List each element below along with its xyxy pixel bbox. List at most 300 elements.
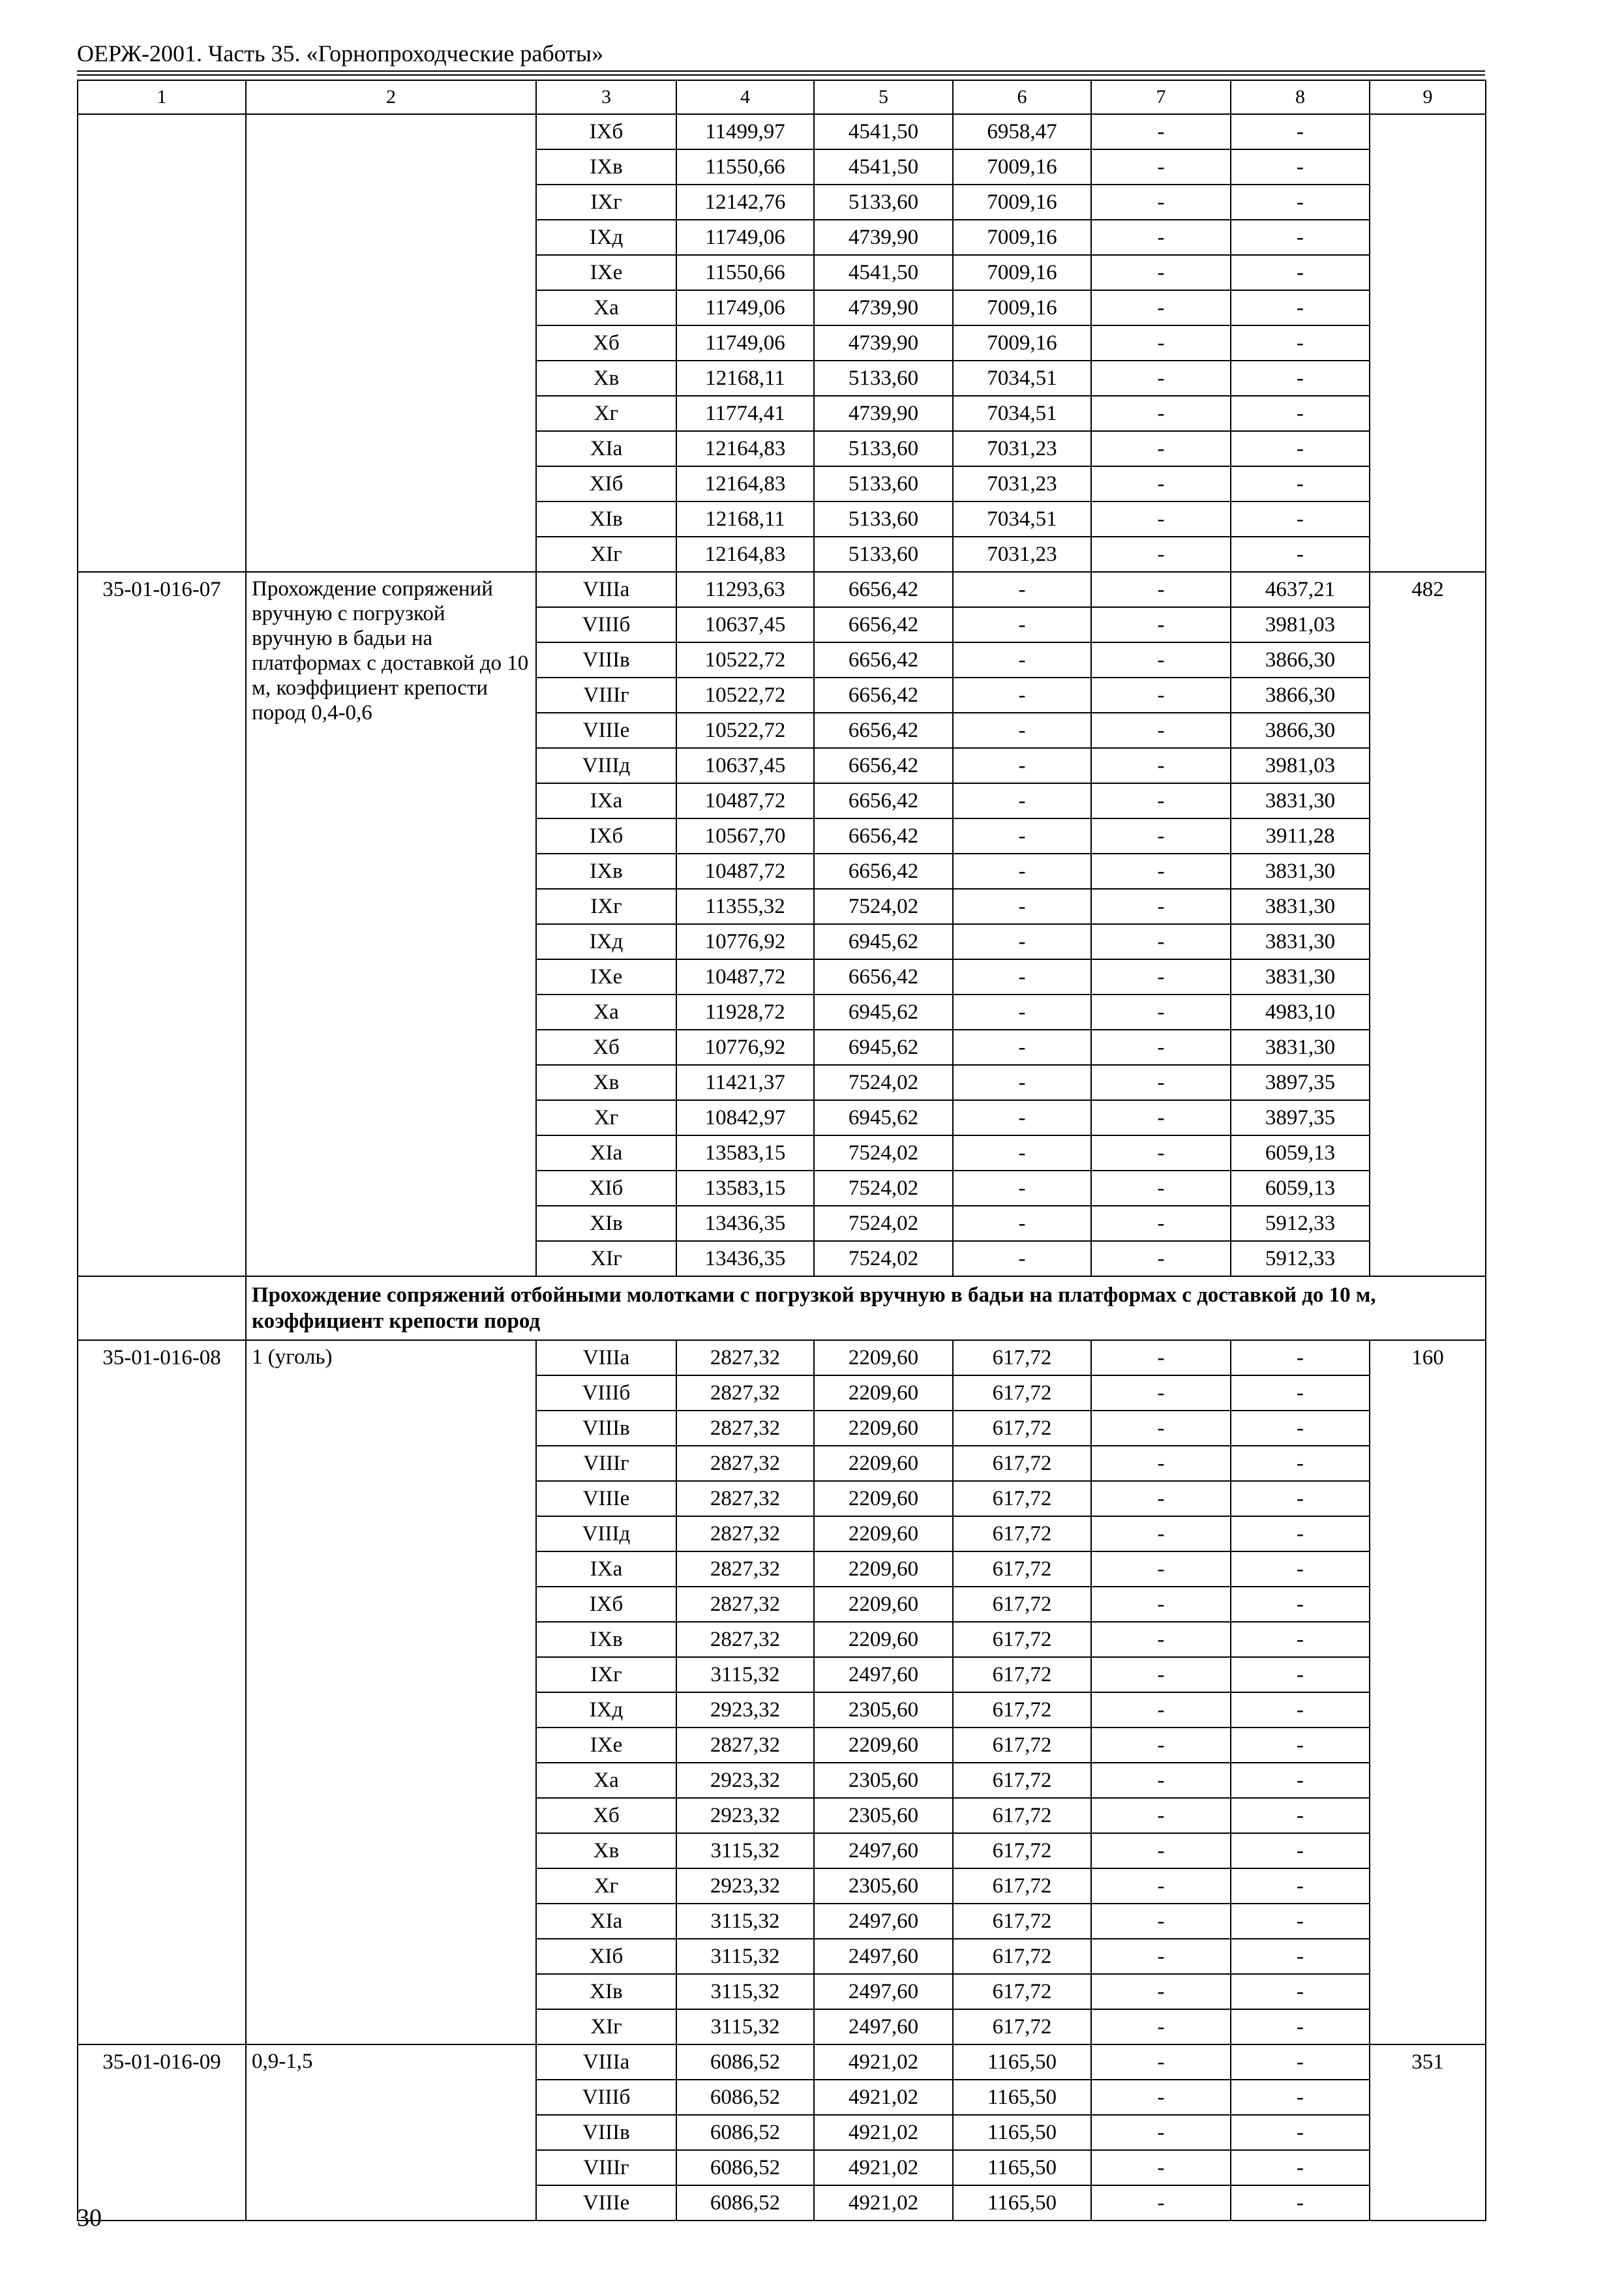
- cell-col-8: -: [1231, 1904, 1370, 1939]
- cell-col-5: 5133,60: [814, 537, 953, 572]
- cell-col-5: 5133,60: [814, 501, 953, 537]
- cell-col-8: -: [1231, 1446, 1370, 1481]
- cell-col-6: -: [953, 1206, 1091, 1241]
- cell-col-4: 10842,97: [676, 1100, 814, 1135]
- cell-col-5: 4739,90: [814, 396, 953, 431]
- cell-col-4: 12164,83: [676, 431, 814, 466]
- cell-col-6: 617,72: [953, 1481, 1091, 1516]
- cell-col-4: 2827,32: [676, 1728, 814, 1763]
- cell-col-5: 2209,60: [814, 1446, 953, 1481]
- cell-col-8: 3831,30: [1231, 924, 1370, 959]
- cell-col-8: -: [1231, 2115, 1370, 2150]
- cell-col-3: XIв: [536, 501, 676, 537]
- header-rule-bottom: [77, 74, 1485, 76]
- cell-col-8: -: [1231, 1974, 1370, 2009]
- cell-col-3: XIв: [536, 1974, 676, 2009]
- cell-col-8: 5912,33: [1231, 1241, 1370, 1276]
- cell-col-4: 3115,32: [676, 1904, 814, 1939]
- cell-col-6: 617,72: [953, 1587, 1091, 1622]
- cell-col-4: 10522,72: [676, 713, 814, 748]
- cell-col-7: -: [1091, 2009, 1231, 2044]
- cell-col-7: -: [1091, 1939, 1231, 1974]
- cell-col-8: -: [1231, 1657, 1370, 1692]
- cell-col-5: 7524,02: [814, 1241, 953, 1276]
- cell-col-8: -: [1231, 1868, 1370, 1904]
- cell-col-6: -: [953, 995, 1091, 1030]
- cell-col-8: 6059,13: [1231, 1135, 1370, 1171]
- cell-col-6: 7034,51: [953, 501, 1091, 537]
- cell-col-4: 11774,41: [676, 396, 814, 431]
- cell-col-5: 2209,60: [814, 1481, 953, 1516]
- cell-col-4: 11749,06: [676, 220, 814, 255]
- cell-col-5: 2209,60: [814, 1587, 953, 1622]
- cell-col-3: VIIIг: [536, 2150, 676, 2185]
- cell-col-8: -: [1231, 1587, 1370, 1622]
- cell-col-8: -: [1231, 1728, 1370, 1763]
- cell-col-4: 2827,32: [676, 1516, 814, 1551]
- cell-col-8: 4637,21: [1231, 572, 1370, 607]
- cell-col-3: VIIIд: [536, 748, 676, 783]
- cell-col-6: -: [953, 1135, 1091, 1171]
- cell-col-7: -: [1091, 1974, 1231, 2009]
- cell-col-8: -: [1231, 114, 1370, 149]
- cell-col-4: 12164,83: [676, 466, 814, 501]
- cell-col-6: 617,72: [953, 1622, 1091, 1657]
- cell-col-8: 6059,13: [1231, 1171, 1370, 1206]
- cell-col-7: -: [1091, 1763, 1231, 1798]
- cell-col-6: -: [953, 783, 1091, 818]
- cell-col-8: -: [1231, 255, 1370, 290]
- cell-col-3: XIг: [536, 1241, 676, 1276]
- cell-col-4: 10567,70: [676, 818, 814, 854]
- norm-value: [1370, 114, 1486, 572]
- cell-col-7: -: [1091, 959, 1231, 995]
- cell-col-4: 2923,32: [676, 1692, 814, 1728]
- cell-col-7: -: [1091, 1375, 1231, 1411]
- cell-col-8: 3831,30: [1231, 854, 1370, 889]
- cell-col-7: -: [1091, 2115, 1231, 2150]
- cell-col-7: -: [1091, 607, 1231, 642]
- cell-col-8: -: [1231, 1763, 1370, 1798]
- cell-col-7: -: [1091, 185, 1231, 220]
- rate-code: 35-01-016-08: [78, 1340, 246, 2044]
- cell-col-3: IXб: [536, 1587, 676, 1622]
- cell-col-7: -: [1091, 431, 1231, 466]
- cell-col-7: -: [1091, 1798, 1231, 1833]
- cell-col-7: -: [1091, 572, 1231, 607]
- cell-col-4: 11550,66: [676, 255, 814, 290]
- cell-col-4: 11293,63: [676, 572, 814, 607]
- cell-col-7: -: [1091, 1868, 1231, 1904]
- cell-col-4: 3115,32: [676, 1974, 814, 2009]
- cell-col-4: 11499,97: [676, 114, 814, 149]
- cell-col-3: Xв: [536, 1833, 676, 1868]
- cell-col-6: 617,72: [953, 1904, 1091, 1939]
- cell-col-6: 617,72: [953, 1798, 1091, 1833]
- cell-col-6: 7009,16: [953, 149, 1091, 185]
- cell-col-7: -: [1091, 290, 1231, 325]
- cell-col-8: -: [1231, 396, 1370, 431]
- column-number-7: 7: [1091, 80, 1231, 114]
- cell-col-4: 2827,32: [676, 1481, 814, 1516]
- cell-col-8: 3831,30: [1231, 959, 1370, 995]
- cell-col-5: 4921,02: [814, 2115, 953, 2150]
- cell-col-8: 3897,35: [1231, 1100, 1370, 1135]
- rate-code: 35-01-016-09: [78, 2044, 246, 2221]
- cell-col-7: -: [1091, 1030, 1231, 1065]
- cell-col-3: VIIIе: [536, 713, 676, 748]
- cell-col-8: 3831,30: [1231, 889, 1370, 924]
- cell-col-5: 4739,90: [814, 220, 953, 255]
- cell-col-4: 11550,66: [676, 149, 814, 185]
- cell-col-3: VIIIе: [536, 1481, 676, 1516]
- cell-col-4: 11928,72: [676, 995, 814, 1030]
- cell-col-3: XIв: [536, 1206, 676, 1241]
- cell-col-3: VIIIг: [536, 678, 676, 713]
- cell-col-8: -: [1231, 1798, 1370, 1833]
- cell-col-3: VIIIв: [536, 642, 676, 678]
- cell-col-8: -: [1231, 1340, 1370, 1375]
- cell-col-3: XIб: [536, 1171, 676, 1206]
- cell-col-6: 7009,16: [953, 255, 1091, 290]
- cell-col-4: 12168,11: [676, 501, 814, 537]
- cell-col-5: 7524,02: [814, 1171, 953, 1206]
- cell-col-7: -: [1091, 1340, 1231, 1375]
- cell-col-3: IXг: [536, 889, 676, 924]
- cell-col-5: 6656,42: [814, 572, 953, 607]
- cell-col-6: -: [953, 1171, 1091, 1206]
- cell-col-4: 10776,92: [676, 1030, 814, 1065]
- cell-col-4: 13583,15: [676, 1135, 814, 1171]
- cell-col-4: 6086,52: [676, 2185, 814, 2221]
- column-number-5: 5: [814, 80, 953, 114]
- cell-col-3: IXа: [536, 783, 676, 818]
- cell-col-5: 2209,60: [814, 1728, 953, 1763]
- cell-col-3: IXб: [536, 114, 676, 149]
- cell-col-6: 6958,47: [953, 114, 1091, 149]
- cell-col-4: 3115,32: [676, 1833, 814, 1868]
- cell-col-7: -: [1091, 1411, 1231, 1446]
- cell-col-4: 2923,32: [676, 1868, 814, 1904]
- cell-col-8: -: [1231, 2009, 1370, 2044]
- cell-col-6: 7031,23: [953, 466, 1091, 501]
- cell-col-5: 6656,42: [814, 818, 953, 854]
- cell-col-3: IXе: [536, 255, 676, 290]
- cell-col-4: 2827,32: [676, 1622, 814, 1657]
- cell-col-4: 2827,32: [676, 1551, 814, 1587]
- cell-col-3: VIIIг: [536, 1446, 676, 1481]
- cell-col-8: -: [1231, 1939, 1370, 1974]
- cell-col-7: -: [1091, 1206, 1231, 1241]
- cell-col-3: IXг: [536, 1657, 676, 1692]
- cell-col-4: 2923,32: [676, 1798, 814, 1833]
- cell-col-6: 617,72: [953, 1728, 1091, 1763]
- cell-col-7: -: [1091, 2080, 1231, 2115]
- cell-col-7: -: [1091, 220, 1231, 255]
- cell-col-7: -: [1091, 1551, 1231, 1587]
- section-heading-spacer: [78, 1276, 246, 1340]
- cell-col-6: 617,72: [953, 1763, 1091, 1798]
- cell-col-8: -: [1231, 2150, 1370, 2185]
- cell-col-8: -: [1231, 1622, 1370, 1657]
- cell-col-7: -: [1091, 1622, 1231, 1657]
- cell-col-6: 617,72: [953, 1411, 1091, 1446]
- cell-col-8: -: [1231, 2080, 1370, 2115]
- cell-col-6: 1165,50: [953, 2150, 1091, 2185]
- cell-col-5: 4541,50: [814, 114, 953, 149]
- cell-col-6: 617,72: [953, 2009, 1091, 2044]
- cell-col-5: 7524,02: [814, 889, 953, 924]
- cell-col-8: 5912,33: [1231, 1206, 1370, 1241]
- cell-col-6: -: [953, 713, 1091, 748]
- cell-col-3: IXд: [536, 220, 676, 255]
- cell-col-5: 6945,62: [814, 924, 953, 959]
- cell-col-4: 11355,32: [676, 889, 814, 924]
- column-number-row: [78, 80, 1486, 114]
- cell-col-5: 5133,60: [814, 361, 953, 396]
- cell-col-5: 6656,42: [814, 854, 953, 889]
- cell-col-3: IXд: [536, 924, 676, 959]
- cell-col-8: -: [1231, 149, 1370, 185]
- cell-col-5: 2209,60: [814, 1516, 953, 1551]
- cell-col-6: 617,72: [953, 1446, 1091, 1481]
- cell-col-6: 617,72: [953, 1657, 1091, 1692]
- cell-col-3: IXв: [536, 1622, 676, 1657]
- cell-col-3: VIIIе: [536, 2185, 676, 2221]
- cell-col-5: 6656,42: [814, 783, 953, 818]
- cell-col-7: -: [1091, 396, 1231, 431]
- cell-col-5: 6656,42: [814, 748, 953, 783]
- cell-col-6: 7034,51: [953, 396, 1091, 431]
- cell-col-3: Xа: [536, 995, 676, 1030]
- cell-col-8: 3831,30: [1231, 783, 1370, 818]
- cell-col-5: 6656,42: [814, 642, 953, 678]
- cell-col-6: 617,72: [953, 1974, 1091, 2009]
- cell-col-3: XIг: [536, 537, 676, 572]
- page-number: 30: [77, 2204, 102, 2232]
- rate-code: [78, 114, 246, 572]
- cell-col-3: XIа: [536, 1135, 676, 1171]
- cell-col-7: -: [1091, 255, 1231, 290]
- cell-col-8: -: [1231, 537, 1370, 572]
- cell-col-5: 7524,02: [814, 1135, 953, 1171]
- cell-col-4: 2923,32: [676, 1763, 814, 1798]
- cell-col-7: -: [1091, 2044, 1231, 2080]
- cell-col-8: 3981,03: [1231, 607, 1370, 642]
- cell-col-5: 2305,60: [814, 1868, 953, 1904]
- cell-col-4: 2827,32: [676, 1587, 814, 1622]
- cell-col-7: -: [1091, 501, 1231, 537]
- cell-col-7: -: [1091, 1516, 1231, 1551]
- cell-col-6: 617,72: [953, 1833, 1091, 1868]
- cell-col-8: -: [1231, 361, 1370, 396]
- cell-col-7: -: [1091, 1241, 1231, 1276]
- cell-col-4: 11749,06: [676, 325, 814, 361]
- cell-col-6: -: [953, 642, 1091, 678]
- table-row: [78, 1340, 1486, 1375]
- cell-col-6: 7009,16: [953, 220, 1091, 255]
- cell-col-7: -: [1091, 1446, 1231, 1481]
- work-description: 1 (уголь): [246, 1340, 536, 2044]
- cell-col-6: 7009,16: [953, 290, 1091, 325]
- cell-col-4: 12142,76: [676, 185, 814, 220]
- cell-col-7: -: [1091, 114, 1231, 149]
- cell-col-5: 4541,50: [814, 149, 953, 185]
- cell-col-7: -: [1091, 889, 1231, 924]
- cell-col-4: 3115,32: [676, 1939, 814, 1974]
- cell-col-4: 11421,37: [676, 1065, 814, 1100]
- cell-col-6: 617,72: [953, 1551, 1091, 1587]
- cell-col-3: VIIIб: [536, 2080, 676, 2115]
- cell-col-4: 13436,35: [676, 1241, 814, 1276]
- cell-col-6: 1165,50: [953, 2080, 1091, 2115]
- cell-col-5: 2305,60: [814, 1798, 953, 1833]
- cell-col-8: 3866,30: [1231, 678, 1370, 713]
- cell-col-5: 6656,42: [814, 713, 953, 748]
- cell-col-5: 2209,60: [814, 1551, 953, 1587]
- cell-col-6: -: [953, 1030, 1091, 1065]
- cell-col-4: 2827,32: [676, 1340, 814, 1375]
- rates-table: [77, 80, 1486, 2221]
- cell-col-5: 6656,42: [814, 959, 953, 995]
- cell-col-8: -: [1231, 1692, 1370, 1728]
- cell-col-3: Xа: [536, 290, 676, 325]
- column-number-1: 1: [78, 80, 246, 114]
- cell-col-7: -: [1091, 1065, 1231, 1100]
- cell-col-5: 6656,42: [814, 607, 953, 642]
- cell-col-4: 13583,15: [676, 1171, 814, 1206]
- cell-col-7: -: [1091, 642, 1231, 678]
- cell-col-5: 2497,60: [814, 1974, 953, 2009]
- cell-col-4: 6086,52: [676, 2080, 814, 2115]
- cell-col-5: 2209,60: [814, 1340, 953, 1375]
- work-description: Прохождение сопряжений вручную с погрузкой вручную в бадьи на платформах с доставкой до 10 м, коэффициент крепости пород 0,4-0,6: [246, 572, 536, 1276]
- cell-col-8: -: [1231, 1481, 1370, 1516]
- cell-col-4: 3115,32: [676, 2009, 814, 2044]
- cell-col-8: -: [1231, 431, 1370, 466]
- cell-col-4: 6086,52: [676, 2115, 814, 2150]
- cell-col-7: -: [1091, 678, 1231, 713]
- cell-col-3: IXв: [536, 854, 676, 889]
- cell-col-8: -: [1231, 1375, 1370, 1411]
- section-heading-row: [78, 1276, 1486, 1340]
- cell-col-3: VIIIа: [536, 1340, 676, 1375]
- cell-col-5: 4541,50: [814, 255, 953, 290]
- cell-col-4: 3115,32: [676, 1657, 814, 1692]
- cell-col-7: -: [1091, 1100, 1231, 1135]
- cell-col-6: 1165,50: [953, 2185, 1091, 2221]
- cell-col-3: XIа: [536, 1904, 676, 1939]
- cell-col-3: IXе: [536, 959, 676, 995]
- cell-col-6: 617,72: [953, 1516, 1091, 1551]
- cell-col-6: -: [953, 1100, 1091, 1135]
- cell-col-3: XIб: [536, 1939, 676, 1974]
- cell-col-3: VIIIб: [536, 1375, 676, 1411]
- cell-col-7: -: [1091, 361, 1231, 396]
- cell-col-8: -: [1231, 1516, 1370, 1551]
- cell-col-3: VIIIа: [536, 2044, 676, 2080]
- cell-col-7: -: [1091, 1833, 1231, 1868]
- cell-col-4: 10522,72: [676, 678, 814, 713]
- cell-col-7: -: [1091, 537, 1231, 572]
- cell-col-6: 617,72: [953, 1868, 1091, 1904]
- cell-col-7: -: [1091, 1904, 1231, 1939]
- cell-col-4: 2827,32: [676, 1411, 814, 1446]
- norm-value: 351: [1370, 2044, 1486, 2221]
- cell-col-3: Xб: [536, 1798, 676, 1833]
- cell-col-7: -: [1091, 1171, 1231, 1206]
- column-number-4: 4: [676, 80, 814, 114]
- cell-col-3: Xб: [536, 325, 676, 361]
- cell-col-8: -: [1231, 501, 1370, 537]
- cell-col-3: IXв: [536, 149, 676, 185]
- cell-col-6: 7009,16: [953, 325, 1091, 361]
- cell-col-8: 3831,30: [1231, 1030, 1370, 1065]
- cell-col-4: 13436,35: [676, 1206, 814, 1241]
- cell-col-5: 2497,60: [814, 1833, 953, 1868]
- norm-value: 482: [1370, 572, 1486, 1276]
- rates-table-body: [78, 80, 1486, 2221]
- cell-col-5: 6656,42: [814, 678, 953, 713]
- cell-col-8: 3866,30: [1231, 642, 1370, 678]
- cell-col-7: -: [1091, 854, 1231, 889]
- cell-col-4: 12168,11: [676, 361, 814, 396]
- cell-col-3: Xб: [536, 1030, 676, 1065]
- cell-col-3: Xв: [536, 1065, 676, 1100]
- cell-col-3: VIIIб: [536, 607, 676, 642]
- cell-col-8: -: [1231, 2185, 1370, 2221]
- cell-col-7: -: [1091, 995, 1231, 1030]
- cell-col-3: IXг: [536, 185, 676, 220]
- cell-col-5: 2497,60: [814, 1939, 953, 1974]
- cell-col-4: 10487,72: [676, 959, 814, 995]
- cell-col-4: 10487,72: [676, 783, 814, 818]
- cell-col-5: 2209,60: [814, 1375, 953, 1411]
- cell-col-5: 2497,60: [814, 2009, 953, 2044]
- cell-col-7: -: [1091, 1692, 1231, 1728]
- cell-col-6: -: [953, 748, 1091, 783]
- cell-col-5: 2209,60: [814, 1622, 953, 1657]
- cell-col-7: -: [1091, 783, 1231, 818]
- cell-col-5: 5133,60: [814, 431, 953, 466]
- cell-col-3: Xг: [536, 396, 676, 431]
- cell-col-3: VIIIд: [536, 1516, 676, 1551]
- cell-col-3: Xв: [536, 361, 676, 396]
- header-rule-top: [77, 70, 1485, 72]
- cell-col-6: 7034,51: [953, 361, 1091, 396]
- cell-col-8: 3897,35: [1231, 1065, 1370, 1100]
- cell-col-4: 6086,52: [676, 2044, 814, 2080]
- cell-col-5: 2209,60: [814, 1411, 953, 1446]
- cell-col-3: VIIIв: [536, 1411, 676, 1446]
- cell-col-4: 10637,45: [676, 748, 814, 783]
- cell-col-5: 5133,60: [814, 185, 953, 220]
- cell-col-3: XIг: [536, 2009, 676, 2044]
- cell-col-4: 10487,72: [676, 854, 814, 889]
- cell-col-3: IXе: [536, 1728, 676, 1763]
- cell-col-6: -: [953, 1241, 1091, 1276]
- cell-col-6: -: [953, 959, 1091, 995]
- cell-col-6: 1165,50: [953, 2044, 1091, 2080]
- cell-col-6: 1165,50: [953, 2115, 1091, 2150]
- column-number-9: 9: [1370, 80, 1486, 114]
- cell-col-8: -: [1231, 1551, 1370, 1587]
- cell-col-3: IXа: [536, 1551, 676, 1587]
- running-header: ОЕРЖ-2001. Часть 35. «Горнопроходческие работы»: [77, 40, 604, 67]
- cell-col-8: -: [1231, 2044, 1370, 2080]
- cell-col-6: 7031,23: [953, 431, 1091, 466]
- cell-col-7: -: [1091, 748, 1231, 783]
